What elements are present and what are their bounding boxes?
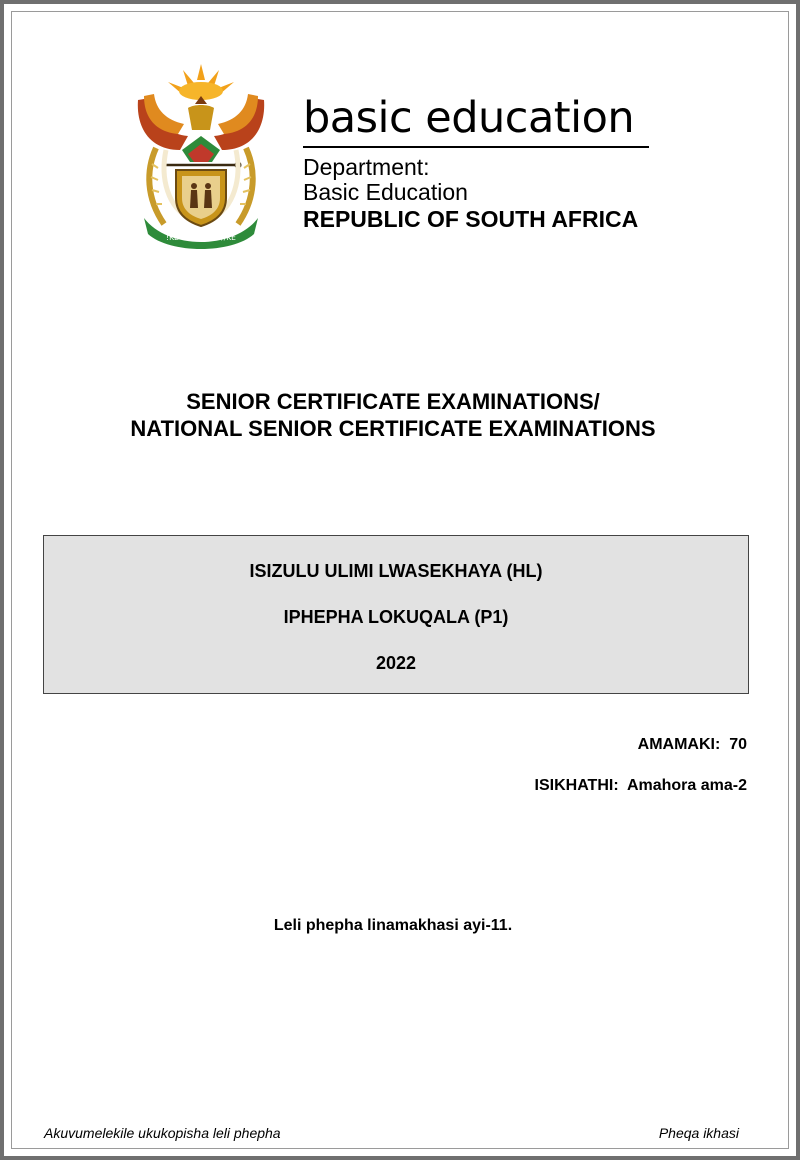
department-label: Department: xyxy=(303,154,430,180)
department-brand xyxy=(303,92,649,233)
copyright-notice: Akuvumelekile ukukopisha leli phepha xyxy=(44,1125,281,1141)
page-count-note: Leli phepha linamakhasi ayi-11. xyxy=(273,917,513,934)
shield xyxy=(176,170,226,226)
turn-over-note: Pheqa ikhasi xyxy=(658,1125,739,1141)
marks-total: AMAMAKI: 70 xyxy=(637,736,747,753)
time-allowed: ISIKHATHI: Amahora ama-2 xyxy=(534,777,747,794)
protea-flower xyxy=(182,136,220,162)
subject-name: ISIZULU ULIMI LWASEKHAYA (HL) xyxy=(249,561,543,581)
subject-box xyxy=(43,535,749,694)
motto-text: !KE E: /XARRA //KE xyxy=(166,233,236,242)
brand-title: basic education xyxy=(303,93,635,143)
department-name: Basic Education xyxy=(303,179,468,205)
brand-divider xyxy=(303,146,649,148)
paper-number: IPHEPHA LOKUQALA (P1) xyxy=(283,607,509,627)
exam-year: 2022 xyxy=(375,653,417,673)
exam-title xyxy=(0,388,786,442)
sun-rays xyxy=(168,64,234,100)
coat-of-arms-logo xyxy=(128,58,274,250)
exam-title-line-1: SENIOR CERTIFICATE EXAMINATIONS/ xyxy=(186,389,600,414)
country-name: REPUBLIC OF SOUTH AFRICA xyxy=(303,206,639,232)
exam-title-line-2: NATIONAL SENIOR CERTIFICATE EXAMINATIONS xyxy=(130,416,656,441)
